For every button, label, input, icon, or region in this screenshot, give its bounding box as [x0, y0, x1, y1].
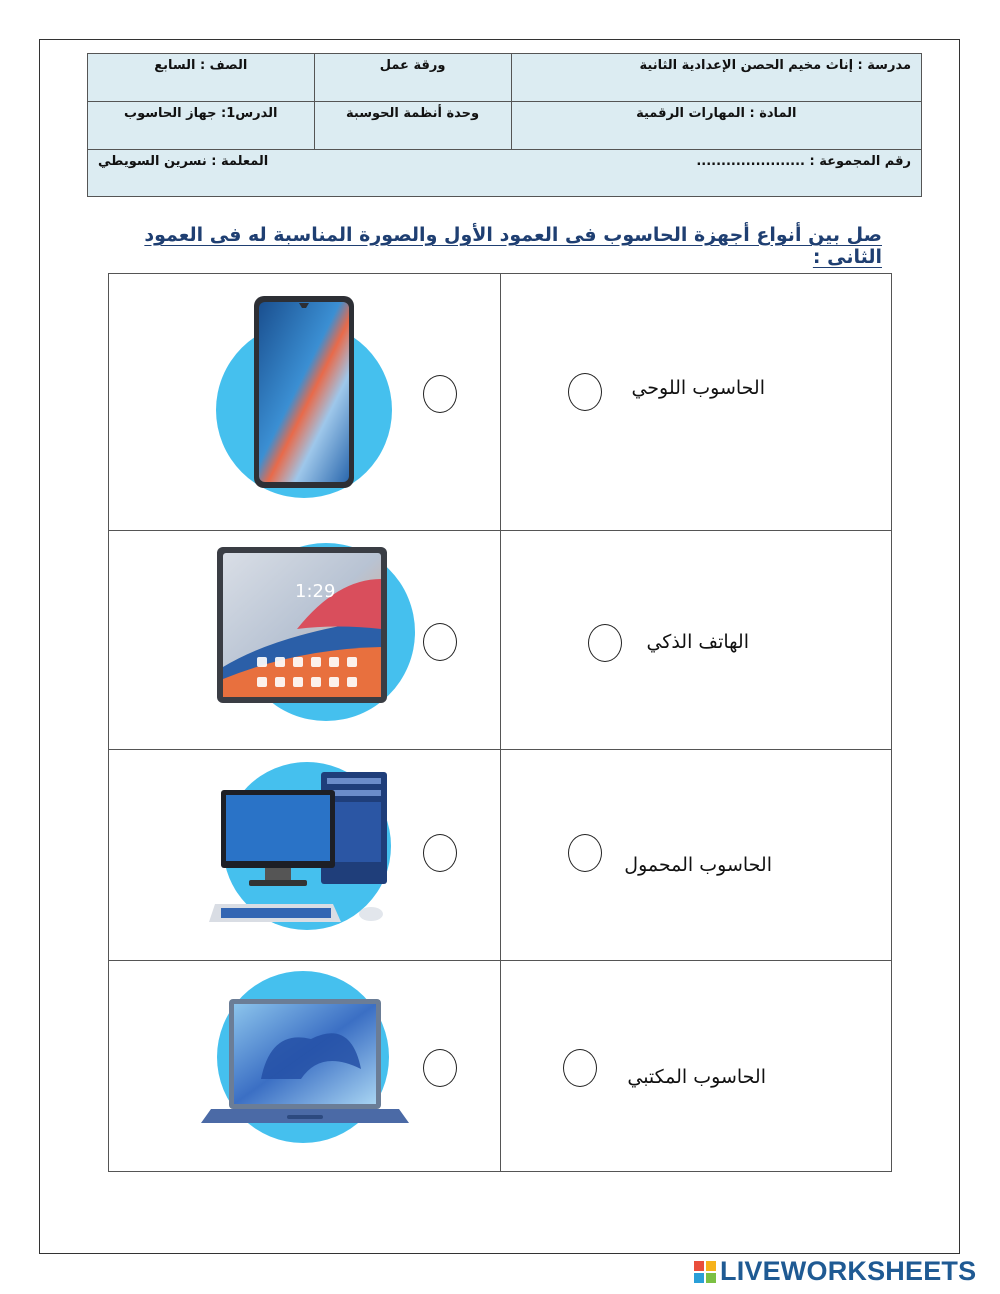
label-cell	[500, 531, 892, 750]
grade-label: الصف : السابع	[88, 54, 315, 102]
match-circle-label[interactable]	[563, 1049, 597, 1087]
header-table	[87, 53, 922, 197]
unit-label: وحدة أنظمة الحوسبة	[314, 102, 511, 150]
teacher-name: المعلمة : نسرين السويطي	[98, 154, 269, 169]
image-cell	[109, 274, 501, 531]
logo-mark-icon	[694, 1261, 716, 1283]
subject-label: المادة : المهارات الرقمية	[511, 102, 921, 150]
table-row	[109, 750, 892, 961]
device-label: الحاسوب المكتبي	[627, 1066, 766, 1088]
lesson-label: الدرس1: جهاز الحاسوب	[88, 102, 315, 150]
match-circle-image[interactable]	[423, 1049, 457, 1087]
liveworksheets-logo[interactable]	[694, 1256, 976, 1287]
tablet-icon	[217, 539, 417, 739]
image-cell	[109, 961, 501, 1172]
table-row	[109, 531, 892, 750]
match-circle-image[interactable]	[423, 834, 457, 872]
matching-table	[108, 273, 892, 1172]
match-circle-image[interactable]	[423, 623, 457, 661]
school-name: مدرسة : إناث مخيم الحصن الإعدادية الثانية	[511, 54, 921, 102]
match-circle-label[interactable]	[568, 834, 602, 872]
table-row	[109, 961, 892, 1172]
image-cell	[109, 531, 501, 750]
label-cell	[500, 274, 892, 531]
laptop-icon	[201, 969, 401, 1169]
instruction-text: صل بين أنواع أجهزة الحاسوب فى العمود الأول والصورة المناسبة له فى العمود الثانى :	[144, 224, 882, 268]
group-number-field: رقم المجموعة : ......................	[696, 154, 911, 169]
image-cell	[109, 750, 501, 961]
smartphone-icon	[204, 294, 404, 494]
table-row	[109, 274, 892, 531]
device-label: الحاسوب اللوحي	[631, 377, 765, 399]
label-cell	[500, 961, 892, 1172]
label-cell	[500, 750, 892, 961]
match-circle-label[interactable]	[568, 373, 602, 411]
desktop-computer-icon	[209, 758, 409, 958]
svg-text:1:29: 1:29	[295, 581, 336, 602]
match-circle-image[interactable]	[423, 375, 457, 413]
device-label: الهاتف الذكي	[646, 631, 749, 653]
device-label: الحاسوب المحمول	[624, 854, 772, 876]
header-row-group-teacher	[88, 150, 922, 197]
logo-text: LIVEWORKSHEETS	[720, 1256, 977, 1286]
document-type: ورقة عمل	[314, 54, 511, 102]
match-circle-label[interactable]	[588, 624, 622, 662]
